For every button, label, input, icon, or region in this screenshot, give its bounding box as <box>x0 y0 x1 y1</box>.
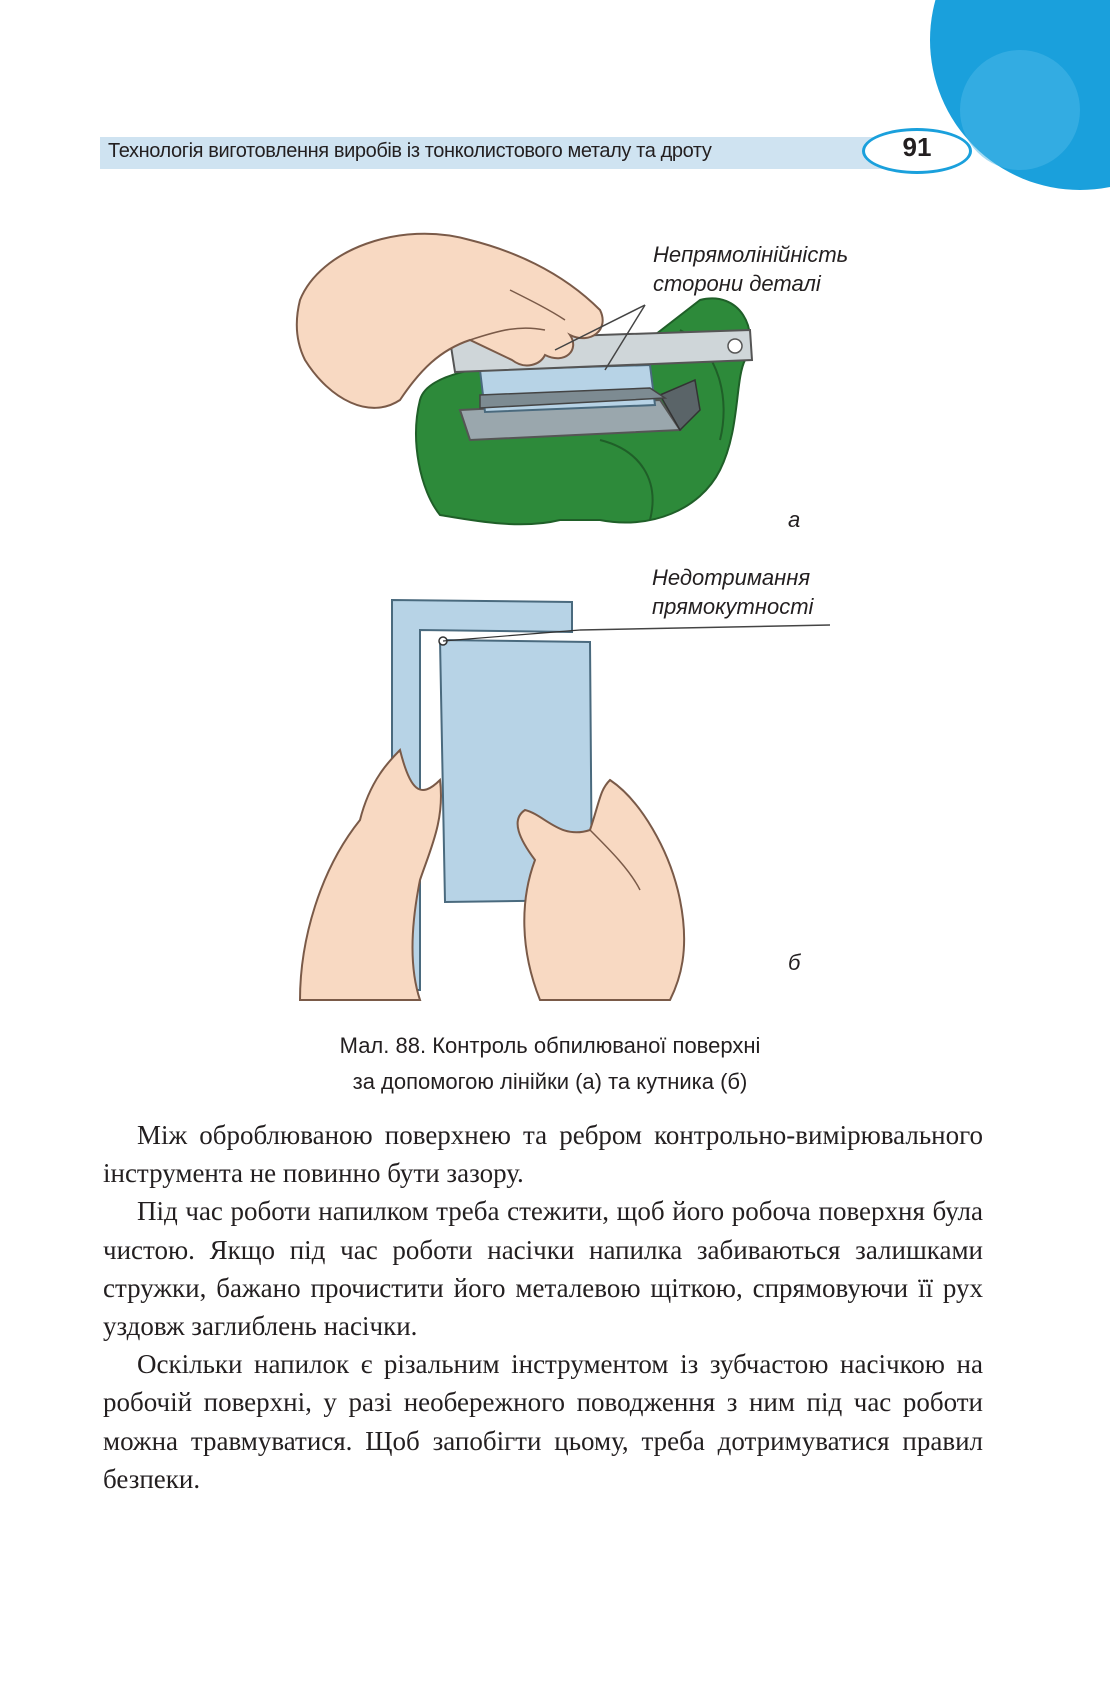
paragraph: Під час роботи напилком треба стежити, щоб його робоча поверхня була чистою. Якщо під час роботи насічки напилка забиваються залишками стружки, бажано прочистити його металевою щіткою, спрямовуючи її рух уздовж заглиблень насічки. <box>103 1196 983 1342</box>
figure-caption <box>200 1028 900 1100</box>
figure-letter-b: б <box>788 950 801 975</box>
square-illustration <box>300 600 830 1000</box>
paragraph: Між оброблюваною поверхнею та ребром контрольно-вимірювального інструмента не повинно бути зазору. <box>103 1120 983 1189</box>
label-non-squareness-line1: Недотримання <box>652 565 811 590</box>
label-non-squareness <box>652 563 813 621</box>
caption-line1: Мал. 88. Контроль обпилюваної поверхні <box>339 1033 761 1058</box>
label-non-straightness <box>653 240 848 298</box>
paragraph: Оскільки напилок є різальним інструментом із зубчастою насічкою на робочій поверхні, у разі необережного поводження з ним під час роботи можна травмуватися. Щоб запобігти цьому, треба дотримуватися правил безпеки. <box>103 1349 983 1494</box>
page-number: 91 <box>902 132 932 162</box>
label-non-straightness-line2: сторони деталі <box>653 271 821 296</box>
label-non-squareness-line2: прямокутності <box>652 594 814 619</box>
caption-line2: за допомогою лінійки (а) та кутника (б) <box>352 1069 748 1094</box>
label-non-straightness-line1: Непрямолінійність <box>653 242 849 267</box>
body-text <box>103 1116 983 1498</box>
figure-letter-a: а <box>788 507 801 532</box>
running-header-title: Технологія виготовлення виробів із тонколистового металу та дроту <box>108 140 712 162</box>
